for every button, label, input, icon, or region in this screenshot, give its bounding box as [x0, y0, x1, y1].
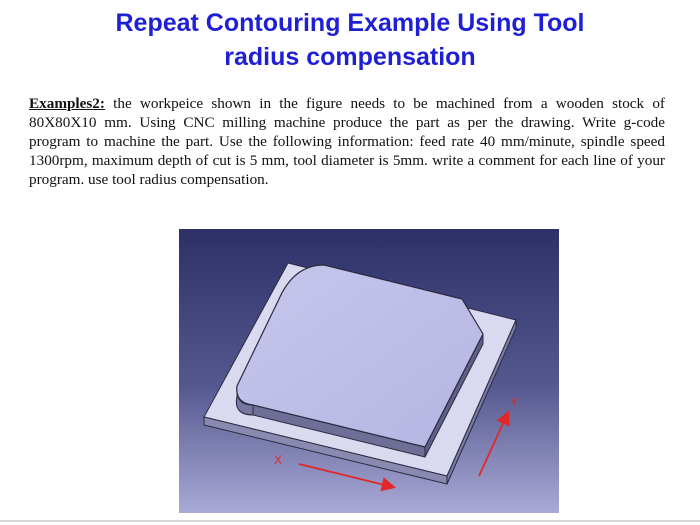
footer-divider [0, 520, 700, 522]
example-label: Examples2: [29, 95, 105, 112]
x-axis-label: X [274, 453, 283, 467]
example-description [29, 94, 665, 189]
slide-title [0, 6, 700, 74]
y-axis-label: Y [510, 395, 519, 409]
slide-title-line-1: Repeat Contouring Example Using Tool [115, 9, 585, 37]
slide-title-line-2: radius compensation [224, 43, 476, 71]
workpiece-figure [179, 229, 559, 513]
example-text: the workpeice shown in the figure needs to be machined from a wooden stock of 80X80X10 mm. Using CNC milling machine produce the part as per the drawing. Write g-code program to machine the part. Use the following information: feed rate 40 mm/minute, spindle speed 1300rpm, maximum depth of cut is 5 mm, tool diameter is 5mm. write a comment for each line of your program. use tool radius compensation. [29, 95, 665, 188]
